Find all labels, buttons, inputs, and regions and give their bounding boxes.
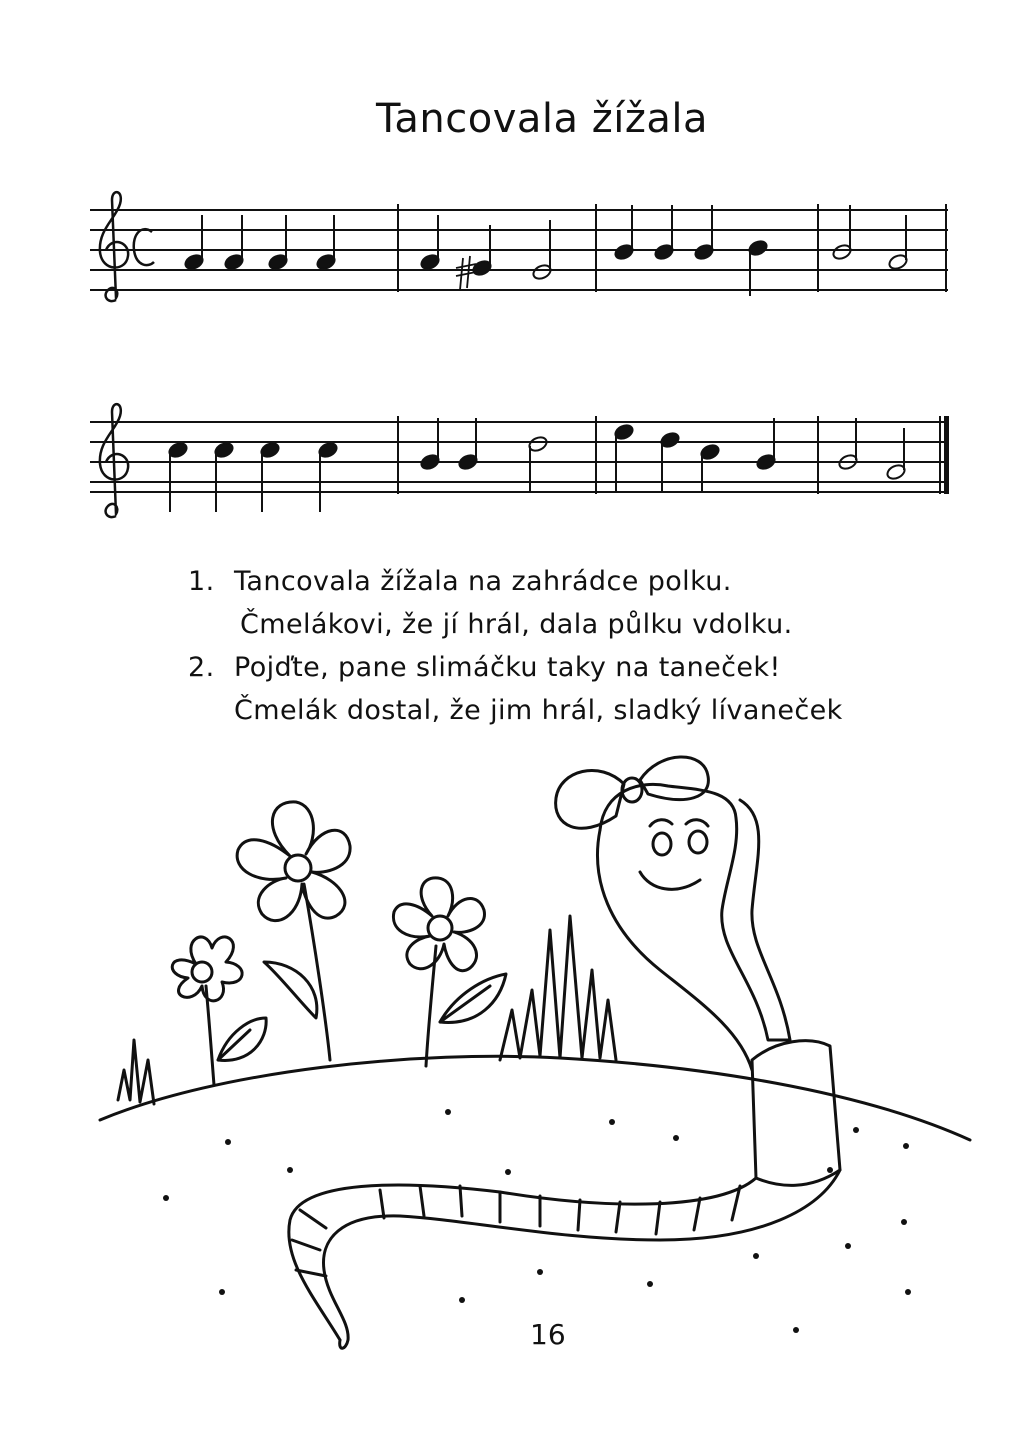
page-number: 16 bbox=[530, 1318, 566, 1351]
music-staff-2 bbox=[90, 400, 960, 530]
final-barline bbox=[944, 416, 949, 494]
page-title: Tancovala žížala bbox=[376, 96, 708, 142]
verse-2-line-1 bbox=[188, 646, 843, 689]
notes-staff-2 bbox=[167, 418, 906, 512]
common-time-icon bbox=[134, 229, 154, 265]
flower-icon bbox=[393, 878, 484, 1066]
worm-brow-left bbox=[650, 820, 672, 826]
leaf-icon bbox=[264, 962, 317, 1018]
verse-2-line-2 bbox=[188, 689, 843, 732]
bow-icon bbox=[556, 757, 709, 828]
verse-number: 2. bbox=[188, 652, 215, 683]
lyrics bbox=[188, 560, 843, 732]
sharp-icon bbox=[456, 256, 476, 290]
lyric-line: Čmelákovi, že jí hrál, dala půlku vdolku. bbox=[240, 609, 793, 640]
worm-smile bbox=[640, 872, 700, 889]
verse-1-line-2 bbox=[188, 603, 843, 646]
verse-number: 1. bbox=[188, 566, 215, 597]
worm-icon bbox=[289, 784, 840, 1348]
worm-collar bbox=[752, 1041, 840, 1186]
worm-brow-right bbox=[686, 820, 708, 826]
ground-hill bbox=[100, 1056, 970, 1140]
lyric-line: Tancovala žížala na zahrádce polku. bbox=[234, 566, 732, 597]
verse-1-line-1 bbox=[188, 560, 843, 603]
worm-eye-right bbox=[689, 831, 707, 853]
ground-dots bbox=[163, 1109, 911, 1333]
worm-eye-left bbox=[653, 833, 671, 855]
lyric-line: Pojďte, pane slimáčku taky na taneček! bbox=[234, 652, 781, 683]
leaf-icon bbox=[218, 1018, 266, 1060]
leaf-icon bbox=[440, 974, 506, 1022]
treble-clef-icon bbox=[100, 192, 128, 301]
worm-illustration bbox=[0, 740, 1024, 1400]
flower-icon bbox=[172, 937, 242, 1085]
lyric-line: Čmelák dostal, že jim hrál, sladký lívaneček bbox=[234, 695, 843, 726]
music-staff-1 bbox=[90, 180, 960, 310]
